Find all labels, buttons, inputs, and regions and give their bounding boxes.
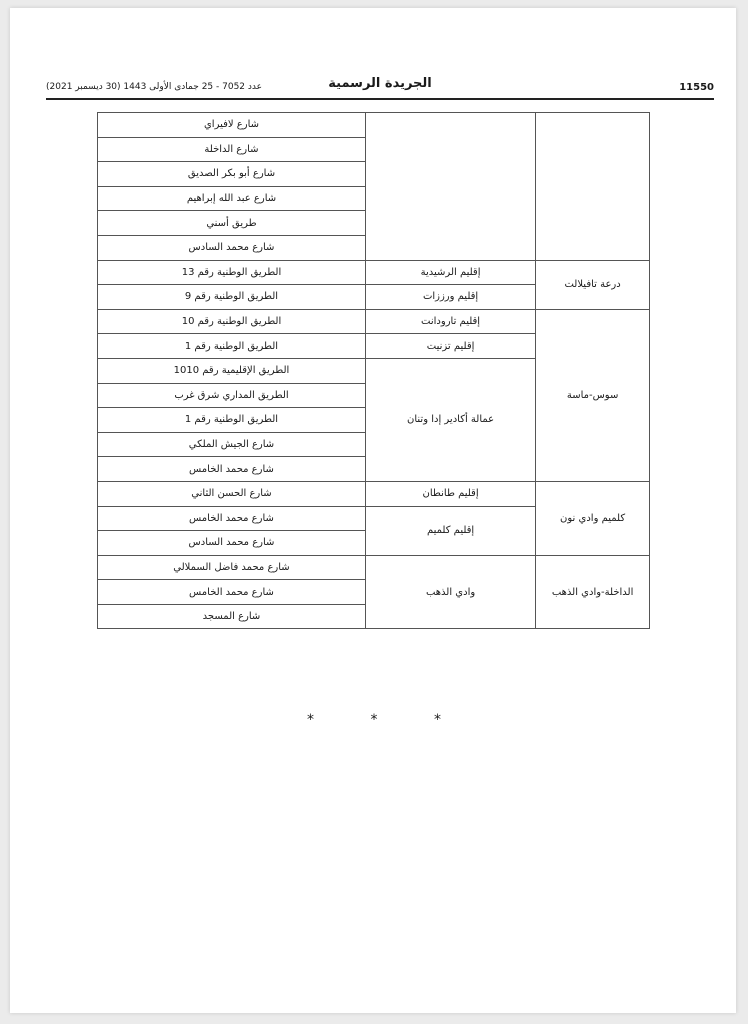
prefecture-cell: وادي الذهب (365, 555, 535, 629)
table-row (98, 260, 650, 285)
region-cell: درعة تافيلالت (536, 260, 650, 309)
prefecture-cell: إقليم تارودانت (365, 309, 535, 334)
road-cell: شارع محمد الخامس (98, 580, 366, 605)
prefecture-cell: إقليم تزنيت (365, 334, 535, 359)
region-cell: الداخلة-وادي الذهب (536, 555, 650, 629)
page-header (46, 72, 714, 98)
road-cell: شارع الجيش الملكي (98, 432, 366, 457)
prefecture-cell: إقليم كلميم (365, 506, 535, 555)
road-cell: شارع الحسن الثاني (98, 481, 366, 506)
road-cell: شارع محمد الخامس (98, 457, 366, 482)
road-cell: الطريق الوطنية رقم 1 (98, 408, 366, 433)
road-cell: شارع المسجد (98, 604, 366, 629)
prefecture-cell: إقليم الرشيدية (365, 260, 535, 285)
road-cell: شارع أبو بكر الصديق (98, 162, 366, 187)
road-cell: الطريق الوطنية رقم 9 (98, 285, 366, 310)
road-cell: شارع محمد السادس (98, 531, 366, 556)
issue-line: عدد 7052 - 25 جمادى الأولى 1443 (30 ديسمبر 2021) (46, 82, 262, 92)
table-row (98, 481, 650, 506)
road-cell: شارع محمد السادس (98, 235, 366, 260)
header-rule (46, 98, 714, 100)
road-cell: الطريق الوطنية رقم 10 (98, 309, 366, 334)
road-cell: الطريق الوطنية رقم 1 (98, 334, 366, 359)
section-separator: * * * (307, 712, 467, 728)
region-cell: كلميم وادي نون (536, 481, 650, 555)
road-cell: الطريق الإقليمية رقم 1010 (98, 358, 366, 383)
prefecture-cell: عمالة أكادير إدا وتنان (365, 358, 535, 481)
roads-table (97, 112, 650, 629)
road-cell: الطريق الوطنية رقم 13 (98, 260, 366, 285)
table-row (98, 309, 650, 334)
table-row (98, 555, 650, 580)
region-cell: سوس-ماسة (536, 309, 650, 481)
road-cell: الطريق المداري شرق غرب (98, 383, 366, 408)
prefecture-cell (365, 113, 535, 261)
road-cell: شارع عبد الله إبراهيم (98, 186, 366, 211)
prefecture-cell: إقليم طانطان (365, 481, 535, 506)
road-cell: طريق أسني (98, 211, 366, 236)
prefecture-cell: إقليم ورززات (365, 285, 535, 310)
road-cell: شارع الداخلة (98, 137, 366, 162)
road-cell: شارع لافيراي (98, 113, 366, 138)
region-cell (536, 113, 650, 261)
journal-title: الجريدة الرسمية (328, 76, 432, 91)
table-row (98, 113, 650, 138)
road-cell: شارع محمد فاضل السملالي (98, 555, 366, 580)
page-number: 11550 (679, 82, 714, 93)
road-cell: شارع محمد الخامس (98, 506, 366, 531)
